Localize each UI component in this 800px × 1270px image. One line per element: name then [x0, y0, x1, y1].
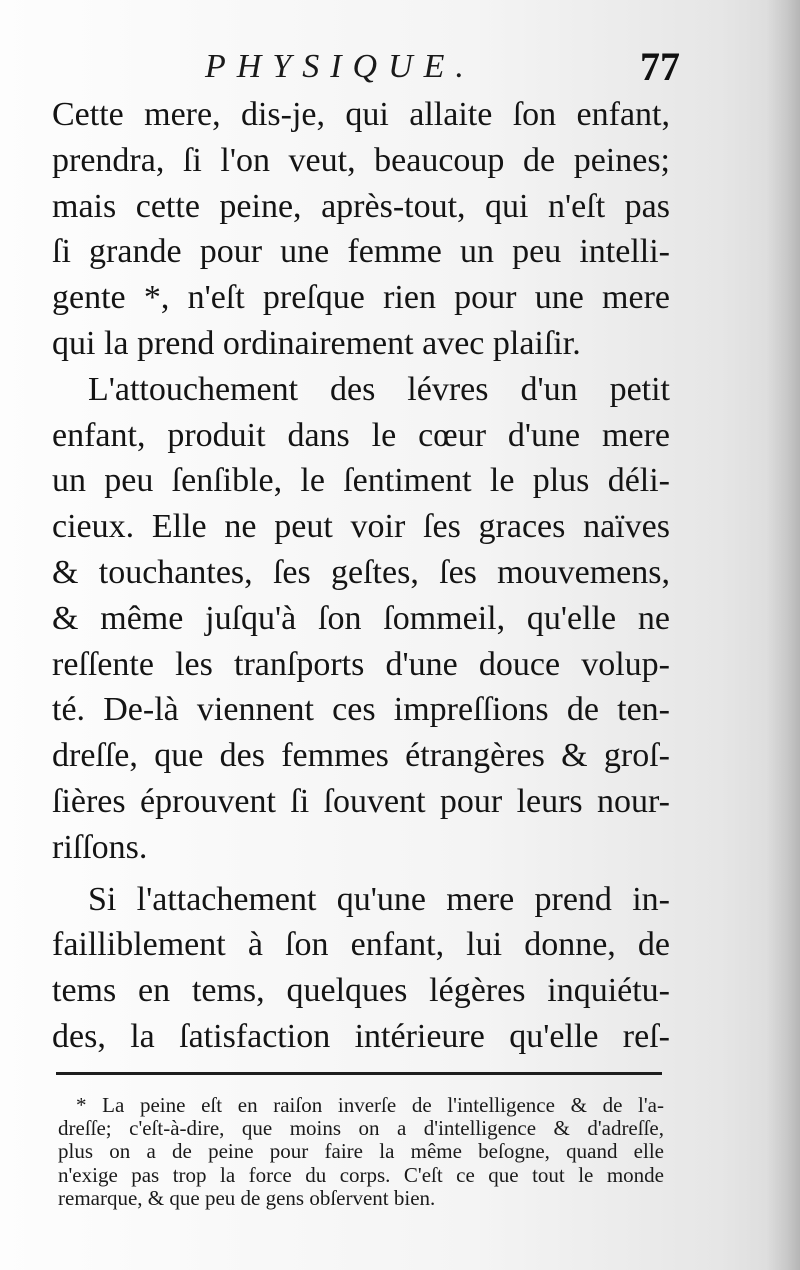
footnote-rule: [56, 1072, 662, 1075]
text-line: té. De-là viennent ces impreſſions de ten-: [52, 691, 670, 729]
text-line: prendra, ſi l'on veut, beaucoup de peines;: [52, 141, 670, 179]
page-edge-shadow: [766, 0, 800, 1270]
page-number: 77: [640, 44, 680, 89]
text-line: dreſſe, que des femmes étrangères & groſ-: [52, 737, 670, 775]
page-header: [205, 40, 680, 100]
footnote-line: * La peine eſt en raiſon inverſe de l'intelligence & de l'a-: [76, 1093, 664, 1117]
text-line: failliblement à ſon enfant, lui donne, de: [52, 926, 670, 964]
text-line: qui la prend ordinairement avec plaiſir.: [52, 324, 581, 362]
text-line: tems en tems, quelques légères inquiétu-: [52, 972, 670, 1010]
text-line: Si l'attachement qu'une mere prend in-: [88, 880, 670, 918]
footnote-line: n'exige pas trop la force du corps. C'eſt ce que tout le monde: [58, 1162, 664, 1187]
body-text: [52, 92, 670, 1060]
text-line: reſſente les tranſports d'une douce volup-: [52, 645, 670, 683]
footnote: [58, 1094, 664, 1210]
footnote-line: remarque, & que peu de gens obſervent bien.: [58, 1185, 436, 1210]
text-line: un peu ſenſible, le ſentiment le plus déli-: [52, 462, 670, 500]
text-line: & même juſqu'à ſon ſommeil, qu'elle ne: [52, 599, 670, 637]
text-line: mais cette peine, après-tout, qui n'eſt pas: [52, 187, 670, 225]
text-line: gente *, n'eſt preſque rien pour une mere: [52, 279, 670, 317]
text-line: riſſons.: [52, 828, 148, 866]
footnote-line: dreſſe; c'eſt-à-dire, que moins on a d'intelligence & d'adreſſe,: [58, 1116, 664, 1141]
text-line: ſi grande pour une femme un peu intelli-: [52, 233, 670, 271]
text-line: des, la ſatisfaction intérieure qu'elle reſ-: [52, 1017, 670, 1055]
text-line: enfant, produit dans le cœur d'une mere: [52, 416, 670, 454]
text-line: ſières éprouvent ſi ſouvent pour leurs nour-: [52, 782, 670, 820]
text-line: L'attouchement des lévres d'un petit: [88, 370, 670, 408]
running-title: PHYSIQUE.: [205, 48, 475, 85]
text-line: cieux. Elle ne peut voir ſes graces naïves: [52, 508, 670, 546]
text-line: Cette mere, dis-je, qui allaite ſon enfant,: [52, 96, 670, 133]
footnote-line: plus on a de peine pour faire la même beſogne, quand elle: [58, 1139, 664, 1164]
text-line: & touchantes, ſes geſtes, ſes mouvemens,: [52, 553, 670, 591]
